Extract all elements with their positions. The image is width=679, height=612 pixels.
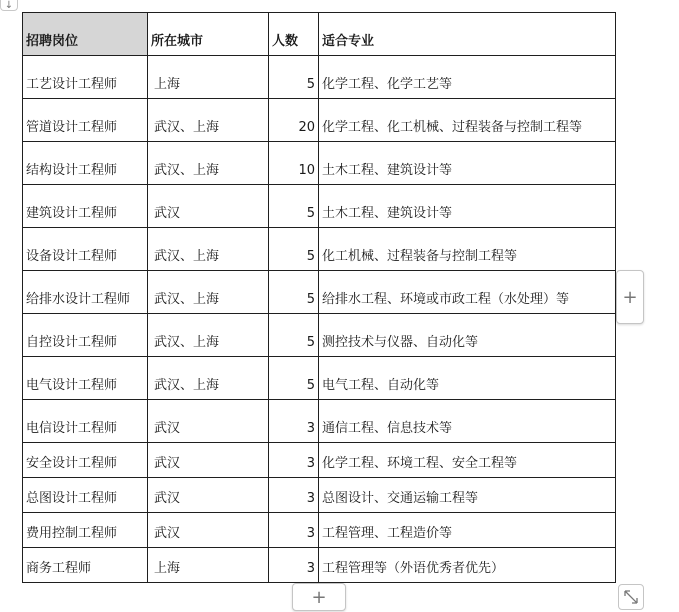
cell-major[interactable]: 总图设计、交通运输工程等 (319, 478, 616, 513)
cell-city[interactable]: 武汉 (148, 478, 269, 513)
cell-major[interactable]: 电气工程、自动化等 (319, 357, 616, 400)
table-row (23, 478, 616, 513)
cell-count[interactable]: 5 (269, 314, 319, 357)
cell-position[interactable]: 电信设计工程师 (23, 400, 148, 443)
table-row (23, 357, 616, 400)
table-row (23, 513, 616, 548)
table-row (23, 99, 616, 142)
cell-city[interactable]: 武汉、上海 (148, 142, 269, 185)
cell-major[interactable]: 土木工程、建筑设计等 (319, 185, 616, 228)
plus-icon: + (622, 286, 638, 308)
cell-count[interactable]: 10 (269, 142, 319, 185)
cell-city[interactable]: 武汉 (148, 185, 269, 228)
table-row (23, 314, 616, 357)
table-move-handle[interactable] (0, 0, 18, 11)
cell-count[interactable]: 5 (269, 185, 319, 228)
cell-count[interactable]: 3 (269, 513, 319, 548)
cell-count[interactable]: 3 (269, 478, 319, 513)
cell-count[interactable]: 3 (269, 548, 319, 583)
cell-count[interactable]: 20 (269, 99, 319, 142)
table-row (23, 142, 616, 185)
cell-city[interactable]: 上海 (148, 56, 269, 99)
cell-position[interactable]: 总图设计工程师 (23, 478, 148, 513)
cell-major[interactable]: 工程管理等（外语优秀者优先） (319, 548, 616, 583)
cell-major[interactable]: 工程管理、工程造价等 (319, 513, 616, 548)
header-position[interactable]: 招聘岗位 (23, 13, 148, 56)
cell-major[interactable]: 测控技术与仪器、自动化等 (319, 314, 616, 357)
cell-position[interactable]: 建筑设计工程师 (23, 185, 148, 228)
cell-city[interactable]: 武汉、上海 (148, 314, 269, 357)
table-row (23, 400, 616, 443)
cell-position[interactable]: 费用控制工程师 (23, 513, 148, 548)
cell-city[interactable]: 武汉、上海 (148, 228, 269, 271)
add-row-button[interactable] (292, 583, 346, 611)
cell-city[interactable]: 武汉、上海 (148, 357, 269, 400)
cell-count[interactable]: 5 (269, 357, 319, 400)
cell-position[interactable]: 给排水设计工程师 (23, 271, 148, 314)
cell-position[interactable]: 设备设计工程师 (23, 228, 148, 271)
cell-city[interactable]: 武汉 (148, 513, 269, 548)
cell-city[interactable]: 武汉 (148, 443, 269, 478)
cell-count[interactable]: 5 (269, 228, 319, 271)
add-column-button[interactable] (616, 270, 644, 324)
cell-position[interactable]: 工艺设计工程师 (23, 56, 148, 99)
cell-position[interactable]: 电气设计工程师 (23, 357, 148, 400)
header-row (23, 13, 616, 56)
cell-position[interactable]: 安全设计工程师 (23, 443, 148, 478)
cell-position[interactable]: 结构设计工程师 (23, 142, 148, 185)
table-row (23, 56, 616, 99)
cell-major[interactable]: 给排水工程、环境或市政工程（水处理）等 (319, 271, 616, 314)
cell-position[interactable]: 自控设计工程师 (23, 314, 148, 357)
table-resize-handle[interactable] (618, 584, 644, 610)
cell-position[interactable]: 商务工程师 (23, 548, 148, 583)
cell-count[interactable]: 5 (269, 56, 319, 99)
cell-position[interactable]: 管道设计工程师 (23, 99, 148, 142)
cell-count[interactable]: 3 (269, 443, 319, 478)
cell-city[interactable]: 武汉、上海 (148, 271, 269, 314)
table-row (23, 228, 616, 271)
header-count[interactable]: 人数 (269, 13, 319, 56)
table-row (23, 548, 616, 583)
cell-count[interactable]: 3 (269, 400, 319, 443)
arrow-down-icon: ↓ (4, 0, 14, 11)
table-row (23, 443, 616, 478)
cell-major[interactable]: 土木工程、建筑设计等 (319, 142, 616, 185)
table-row (23, 185, 616, 228)
recruitment-table (22, 12, 616, 583)
cell-major[interactable]: 化学工程、环境工程、安全工程等 (319, 443, 616, 478)
cell-city[interactable]: 上海 (148, 548, 269, 583)
cell-major[interactable]: 化工机械、过程装备与控制工程等 (319, 228, 616, 271)
header-city[interactable]: 所在城市 (148, 13, 269, 56)
cell-city[interactable]: 武汉、上海 (148, 99, 269, 142)
header-major[interactable]: 适合专业 (319, 13, 616, 56)
plus-icon: + (311, 586, 327, 608)
cell-major[interactable]: 化学工程、化学工艺等 (319, 56, 616, 99)
cell-major[interactable]: 通信工程、信息技术等 (319, 400, 616, 443)
table-row (23, 271, 616, 314)
cell-city[interactable]: 武汉 (148, 400, 269, 443)
resize-diagonal-icon (623, 589, 639, 605)
cell-count[interactable]: 5 (269, 271, 319, 314)
cell-major[interactable]: 化学工程、化工机械、过程装备与控制工程等 (319, 99, 616, 142)
